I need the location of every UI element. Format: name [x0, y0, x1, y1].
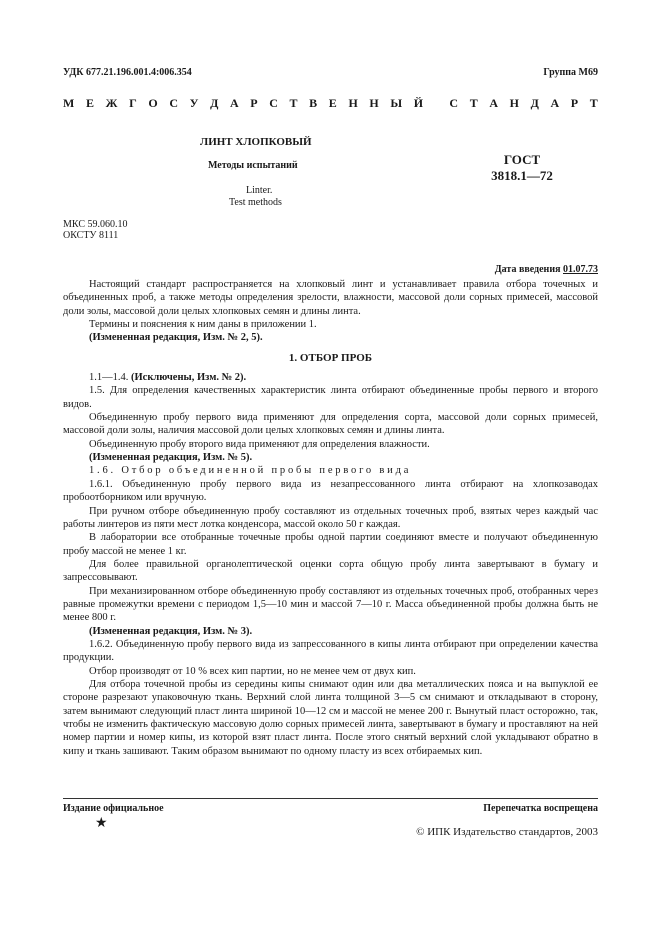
banner-letter: Е [85, 96, 94, 110]
banner-letter: С [269, 96, 278, 110]
standard-banner [63, 96, 598, 111]
banner-letter: Т [289, 96, 298, 110]
banner-letter: Д [530, 96, 539, 110]
gost-number [477, 152, 567, 184]
banner-letter: В [309, 96, 318, 110]
paragraph: В лаборатории все отобранные точечные пробы одной партии соединяют вместе и получают объединенную пробу массой не менее 1 кг. [63, 532, 598, 557]
paragraph: При ручном отборе объединенную пробу составляют из отдельных точечных проб, взятых через каждый час работы линтеров из пяти мест лотка конденсора, массой около 50 г каждая. [63, 505, 598, 530]
paragraph: Отбор производят от 10 % всех кип партии, но не менее чем от двух кип. [89, 665, 416, 677]
paragraph: Объединенную пробу второго вида применяют для определения влажности. [89, 438, 430, 450]
copyright: © ИПК Издательство стандартов, 2003 [416, 826, 598, 838]
banner-letter: С [169, 96, 178, 110]
banner-letter: Р [570, 96, 579, 110]
amendment-note: (Измененная редакция, Изм. № 2, 5). [89, 332, 263, 344]
footer-divider [63, 798, 598, 799]
paragraph: Настоящий стандарт распространяется на хлопковый линт и устанавливает правила отбора точечных и объединенных проб, а также методы определения зрелости, влажности, массовой доли сорных примесей, массовой доли золы, массовой доли целых хлопковых семян и длины линта. [63, 279, 598, 317]
banner-letter: М [63, 96, 75, 110]
gost-code: 3818.1—72 [491, 168, 553, 183]
banner-letter: А [229, 96, 239, 110]
section-heading: 1. ОТБОР ПРОБ [288, 351, 373, 364]
paragraph: 1.6.1. Объединенную пробу первого вида из незапрессованного линта отбирают на хлопкозаводах пробоотборником или вручную. [63, 478, 598, 504]
doc-subtitle: Методы испытаний [208, 160, 298, 171]
official-edition-note: Издание официальное [63, 803, 164, 814]
banner-letter: С [449, 96, 459, 110]
doc-subtitle-en: Test methods [229, 197, 282, 208]
paragraph: 1.6.2. Объединенную пробу первого вида из запрессованного в кипы линта отбирают при определении качества продукции. [63, 638, 598, 664]
paragraph: 1.5. Для определения качественных характеристик линта отбирают объединенные пробы первого и второго видов. [63, 385, 598, 410]
effective-date-label: Дата введения [494, 264, 563, 275]
banner-letter: Н [509, 96, 519, 110]
effective-date [495, 264, 598, 275]
banner-letter: Н [369, 96, 379, 110]
gost-label: ГОСТ [503, 152, 541, 167]
paragraph: Объединенную пробу первого вида применяют для определения сорта, массовой доли сорных примесей, массовой доли золы, наличия массовой доли целых хлопковых семян и длины линта. [63, 412, 598, 437]
paragraph: Для отбора точечной пробы из середины кипы снимают один или два металлических пояса и на выпуклой ее стороне разрезают упаковочную ткань. Верхний слой линта толщиной 3—5 см снимают и откладывают в сторону, затем вынимают следующий пласт линта шириной 10—12 см и массой не менее 200 г. Вынутый пласт осторожно, так, чтобы не изменить фактическую массовую долю сорных примесей линта, завертывают в бумагу и проставляют на ней номер партии и номер кипы, из которой взят пласт линта. После этого снятый верхний слой укладывают обратно в кипу и ткань зашивают. Таким образом вынимают по одному пласту из всех отбираемых кип. [63, 678, 598, 757]
banner-letter: О [148, 96, 158, 110]
banner-letter: Г [129, 96, 137, 110]
banner-letter: Й [413, 96, 424, 110]
paragraph: Термины и пояснения к ним даны в приложении 1. [89, 319, 317, 331]
reprint-prohibited-note: Перепечатка воспрещена [483, 803, 598, 814]
banner-letter: Ы [390, 96, 403, 110]
banner-letter: А [489, 96, 498, 110]
paragraph: Для более правильной органолептической оценки сорта общую пробу линта завертывают в бумагу и запрессовывают. [63, 558, 598, 584]
classification-codes [63, 219, 127, 241]
paragraph: При механизированном отборе объединенную пробу составляют из отдельных точечных проб, отобранных через равные промежутки времени с периодом 1,5—10 мин и массой 7—10 г. Масса объединенной пробы должна быть не менее 800 г. [63, 585, 598, 624]
banner-letter: Е [328, 96, 337, 110]
document-body [63, 278, 598, 758]
amendment-note: (Измененная редакция, Изм. № 3). [89, 625, 253, 637]
amendment-note: (Исключены, Изм. № 2). [131, 372, 247, 384]
subsection-heading: 1.6. Отбор объединенной пробы первого вида [89, 465, 412, 477]
banner-letter: А [550, 96, 560, 110]
group-code: Группа М69 [543, 67, 598, 78]
okstu-code: ОКСТУ 8111 [63, 230, 119, 241]
banner-letter: Д [210, 96, 219, 110]
banner-letter: Ж [105, 96, 118, 110]
banner-letter: Т [589, 96, 598, 110]
banner-letter: Т [469, 96, 478, 110]
effective-date-value: 01.07.73 [563, 264, 598, 275]
banner-letter: У [189, 96, 199, 110]
amendment-note: (Измененная редакция, Изм. № 5). [89, 452, 253, 464]
udk-code: УДК 677.21.196.001.4:006.354 [63, 67, 192, 78]
banner-letter: Н [348, 96, 358, 110]
mks-code: МКС 59.060.10 [63, 219, 128, 230]
clause-number: 1.1—1.4. [89, 372, 131, 384]
doc-title-en: Linter. [246, 185, 273, 196]
paragraph [63, 371, 598, 384]
banner-letter: Р [250, 96, 258, 110]
star-icon: ★ [95, 816, 108, 831]
banner-letter [435, 96, 438, 111]
doc-title: ЛИНТ ХЛОПКОВЫЙ [200, 136, 312, 148]
